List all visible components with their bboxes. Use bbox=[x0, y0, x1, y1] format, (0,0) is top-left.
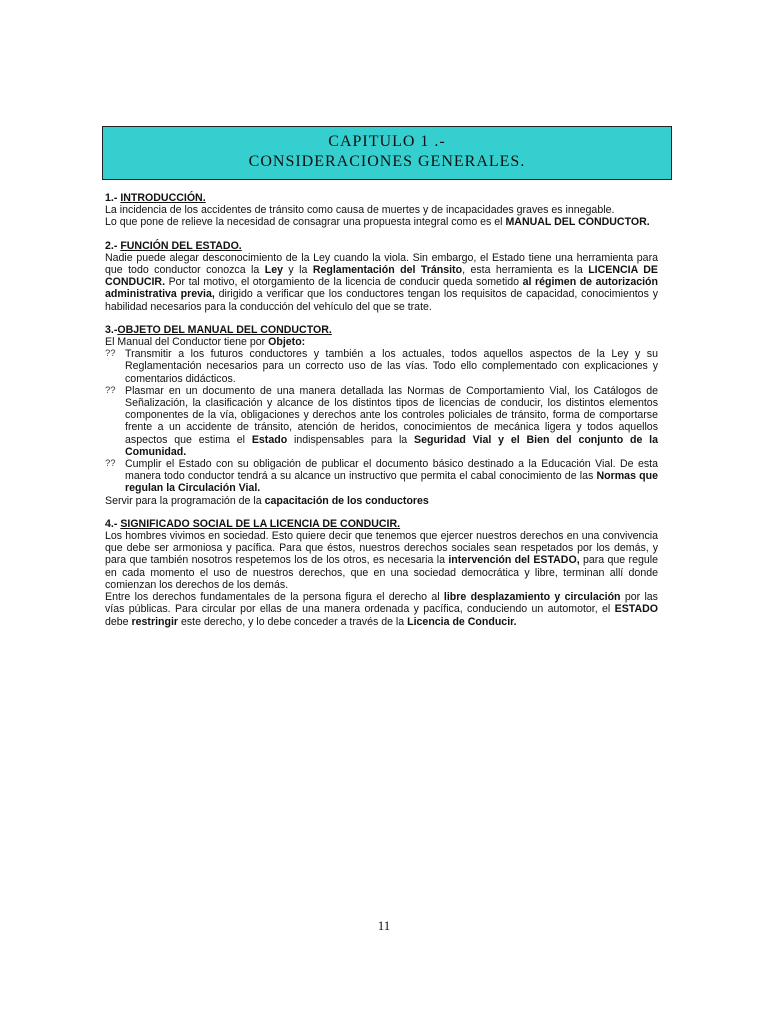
section-3-heading: 3.-OBJETO DEL MANUAL DEL CONDUCTOR. bbox=[105, 323, 332, 336]
document-body bbox=[105, 192, 658, 639]
list-item bbox=[105, 385, 658, 458]
section-4-title: SIGNIFICADO SOCIAL DE LA LICENCIA DE CONDUCIR. bbox=[120, 517, 401, 530]
section-2-title: FUNCIÓN DEL ESTADO. bbox=[120, 239, 242, 252]
list-item bbox=[105, 348, 658, 385]
section-4-paragraph-2: Entre los derechos fundamentales de la persona figura el derecho al libre desplazamiento y circulación por las vías públicas. Para circular por ellas de una manera ordenada y pacífica, conduciendo un automotor, el ESTADO debe restringir este derecho, y lo debe conceder a través de la Licencia de Conducir. bbox=[105, 591, 658, 628]
section-significado-social bbox=[105, 518, 658, 628]
section-1-title: INTRODUCCIÓN. bbox=[120, 192, 206, 204]
page-number: 11 bbox=[377, 918, 391, 933]
section-1-heading: 1.- INTRODUCCIÓN. bbox=[105, 192, 206, 204]
bullet-marker: ?? bbox=[105, 458, 116, 470]
list-item bbox=[105, 458, 658, 495]
bullet-marker: ?? bbox=[105, 384, 116, 396]
chapter-number: CAPITULO 1 .- bbox=[328, 133, 446, 150]
bullet-text: Transmitir a los futuros conductores y también a los actuales, todos aquellos aspectos de la Ley y su Reglamentación necesarios para un correcto uso de las vías. Todo ello complementado con explicaciones y comentarios didácticos. bbox=[125, 348, 658, 385]
section-objeto-manual bbox=[105, 324, 658, 507]
section-3-title: OBJETO DEL MANUAL DEL CONDUCTOR. bbox=[117, 323, 332, 336]
section-3-closing: Servir para la programación de la capacitación de los conductores bbox=[105, 494, 429, 507]
section-1-paragraph-2: Lo que pone de relieve la necesidad de consagrar una propuesta integral como es el MANUAL DEL CONDUCTOR. bbox=[105, 216, 650, 229]
chapter-heading-box bbox=[102, 126, 672, 180]
section-funcion-estado bbox=[105, 240, 658, 313]
section-1-paragraph-1: La incidencia de los accidentes de tránsito como causa de muertes y de incapacidades graves es innegable. bbox=[105, 204, 615, 217]
bullet-marker: ?? bbox=[105, 348, 116, 360]
chapter-title: CONSIDERACIONES GENERALES. bbox=[248, 153, 526, 170]
section-2-heading: 2.- FUNCIÓN DEL ESTADO. bbox=[105, 239, 242, 252]
bullet-text: Cumplir el Estado con su obligación de publicar el documento básico destinado a la Educación Vial. De esta manera todo conductor tendrá a su alcance un instructivo que permita el cabal conocimiento de las Normas que regulan la Circulación Vial. bbox=[125, 458, 658, 495]
section-4-paragraph-1: Los hombres vivimos en sociedad. Esto quiere decir que tenemos que ejercer nuestros derechos en una convivencia que debe ser armoniosa y pacífica. Para que éstos, nuestros derechos sociales sean respetados por los demás, y para que también nosotros respetemos los de los otros, es necesaria la intervención del ESTADO, para que regule en cada momento el uso de nuestros derechos, que en una sociedad democrática y libre, terminan allí donde comienzan los derechos de los demás. bbox=[105, 530, 658, 591]
section-introduccion bbox=[105, 192, 658, 229]
bullet-text: Plasmar en un documento de una manera detallada las Normas de Comportamiento Vial, los Catálogos de Señalización, la clasificación y alcance de los distintos tipos de licencias de conducir, los distintos elementos componentes de la vía, obligaciones y derechos ante los controles policiales de tránsito, forma de comportarse frente a un accidente de tránsito, atención de heridos, conocimientos de mecánica ligera y todos aquellos aspectos que estima el Estado indispensables para la Seguridad Vial y el Bien del conjunto de la Comunidad. bbox=[125, 384, 659, 458]
section-3-intro: El Manual del Conductor tiene por Objeto: bbox=[105, 336, 306, 349]
section-4-heading: 4.- SIGNIFICADO SOCIAL DE LA LICENCIA DE CONDUCIR. bbox=[105, 517, 401, 530]
section-2-paragraph: Nadie puede alegar desconocimiento de la Ley cuando la viola. Sin embargo, el Estado tiene una herramienta para que todo conductor conozca la Ley y la Reglamentación del Tránsito, esta herramienta es la LICENCIA DE CONDUCIR. Por tal motivo, el otorgamiento de la licencia de conducir queda sometido al régimen de autorización administrativa previa, dirigido a verificar que los conductores tengan los requisitos de capacidad, conocimientos y habilidad necesarios para la conducción del vehículo del que se trate. bbox=[105, 251, 658, 313]
